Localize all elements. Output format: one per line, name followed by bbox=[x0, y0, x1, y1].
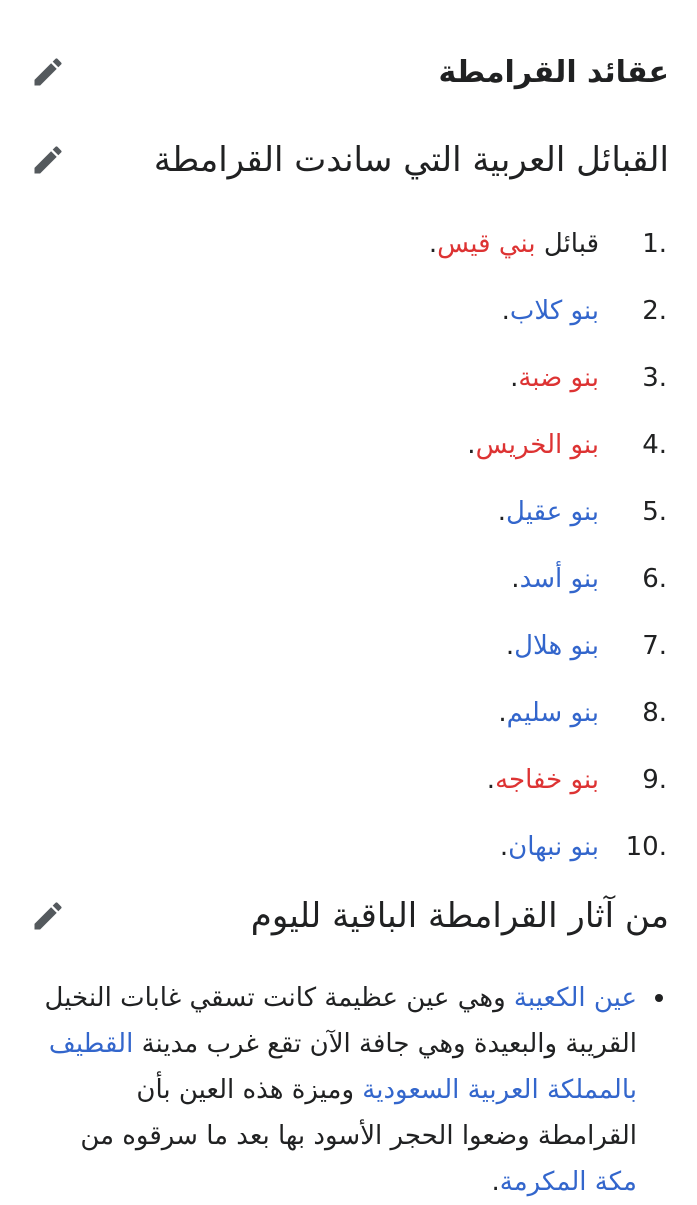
pencil-icon bbox=[30, 142, 66, 178]
tribe-link[interactable]: بنو كلاب bbox=[509, 296, 599, 326]
list-number: 5. bbox=[642, 497, 667, 527]
list-item-suffix: . bbox=[511, 564, 520, 594]
list-item-suffix: . bbox=[499, 832, 509, 862]
list-number: 10. bbox=[625, 832, 667, 862]
list-item-suffix: . bbox=[428, 229, 438, 259]
tribes-list bbox=[429, 218, 667, 888]
list-number: 1. bbox=[642, 229, 667, 259]
list-item bbox=[429, 218, 667, 285]
tribe-link[interactable]: بنو عقيل bbox=[506, 497, 599, 527]
paragraph-text: وهي عين عظيمة كانت تسقي غابات النخيل القريبة والبعيدة وهي جافة الآن تقع غرب مدينة bbox=[44, 983, 637, 1059]
pencil-icon bbox=[30, 898, 66, 934]
list-item-suffix: . bbox=[505, 631, 515, 661]
list-item-text bbox=[510, 352, 599, 419]
paragraph-text: . bbox=[491, 1167, 500, 1197]
list-item bbox=[429, 419, 667, 486]
list-item-text bbox=[487, 754, 599, 821]
mecca-link[interactable]: مكة المكرمة bbox=[499, 1167, 637, 1197]
tribe-link[interactable]: بنو هلال bbox=[514, 631, 599, 661]
list-item-prefix: قبائل bbox=[535, 229, 599, 259]
list-item bbox=[429, 285, 667, 352]
remains-title: من آثار القرامطة الباقية لليوم bbox=[250, 896, 669, 936]
list-item-suffix: . bbox=[501, 296, 510, 326]
paragraph-text: وميزة هذه العين بأن القرامطة وضعوا الحجر الأسود بها بعد ما سرقوه من bbox=[80, 1075, 637, 1151]
tribe-link[interactable]: بني قيس bbox=[437, 229, 536, 259]
tribes-title: القبائل العربية التي ساندت القرامطة bbox=[153, 140, 669, 180]
remains-section-heading bbox=[28, 896, 669, 936]
beliefs-section-heading bbox=[28, 52, 669, 92]
list-item-text bbox=[467, 419, 599, 486]
beliefs-title: عقائد القرامطة bbox=[438, 54, 669, 90]
list-item-text bbox=[429, 218, 599, 285]
tribes-section-heading bbox=[28, 140, 669, 180]
list-number: 2. bbox=[642, 296, 667, 326]
tribe-link[interactable]: بنو أسد bbox=[519, 564, 599, 594]
ain-alkuaiba-link[interactable]: عين الكعيبة bbox=[513, 983, 637, 1013]
list-number: 7. bbox=[642, 631, 667, 661]
list-item bbox=[429, 754, 667, 821]
list-item bbox=[429, 553, 667, 620]
tribe-link[interactable]: بنو الخريس bbox=[475, 430, 599, 460]
list-item bbox=[429, 687, 667, 754]
list-number: 8. bbox=[642, 698, 667, 728]
edit-remains-button[interactable] bbox=[28, 896, 68, 936]
edit-beliefs-button[interactable] bbox=[28, 52, 68, 92]
tribe-link[interactable]: بنو ضبة bbox=[518, 363, 599, 393]
list-number: 9. bbox=[642, 765, 667, 795]
list-item-suffix: . bbox=[497, 497, 507, 527]
list-item-suffix: . bbox=[510, 363, 519, 393]
remains-list bbox=[39, 975, 669, 1205]
list-item bbox=[429, 352, 667, 419]
list-item-suffix: . bbox=[498, 698, 507, 728]
list-item-text bbox=[500, 821, 599, 888]
list-item-text bbox=[511, 553, 599, 620]
tribe-link[interactable]: بنو نبهان bbox=[508, 832, 599, 862]
list-item-text bbox=[502, 285, 599, 352]
list-item bbox=[429, 620, 667, 687]
list-number: 3. bbox=[642, 363, 667, 393]
list-item bbox=[39, 975, 669, 1205]
list-item-suffix: . bbox=[467, 430, 476, 460]
list-number: 6. bbox=[642, 564, 667, 594]
qatif-link[interactable]: القطيف بالمملكة العربية السعودية bbox=[48, 1029, 637, 1105]
list-item-suffix: . bbox=[486, 765, 496, 795]
tribe-link[interactable]: بنو سليم bbox=[506, 698, 599, 728]
pencil-icon bbox=[30, 54, 66, 90]
bullet-dot bbox=[655, 994, 663, 1002]
tribe-link[interactable]: بنو خفاجه bbox=[495, 765, 599, 795]
list-item-text bbox=[506, 620, 599, 687]
list-item bbox=[429, 486, 667, 553]
list-item bbox=[429, 821, 667, 888]
list-item-text bbox=[498, 687, 599, 754]
list-number: 4. bbox=[642, 430, 667, 460]
edit-tribes-button[interactable] bbox=[28, 140, 68, 180]
list-item-text bbox=[498, 486, 599, 553]
